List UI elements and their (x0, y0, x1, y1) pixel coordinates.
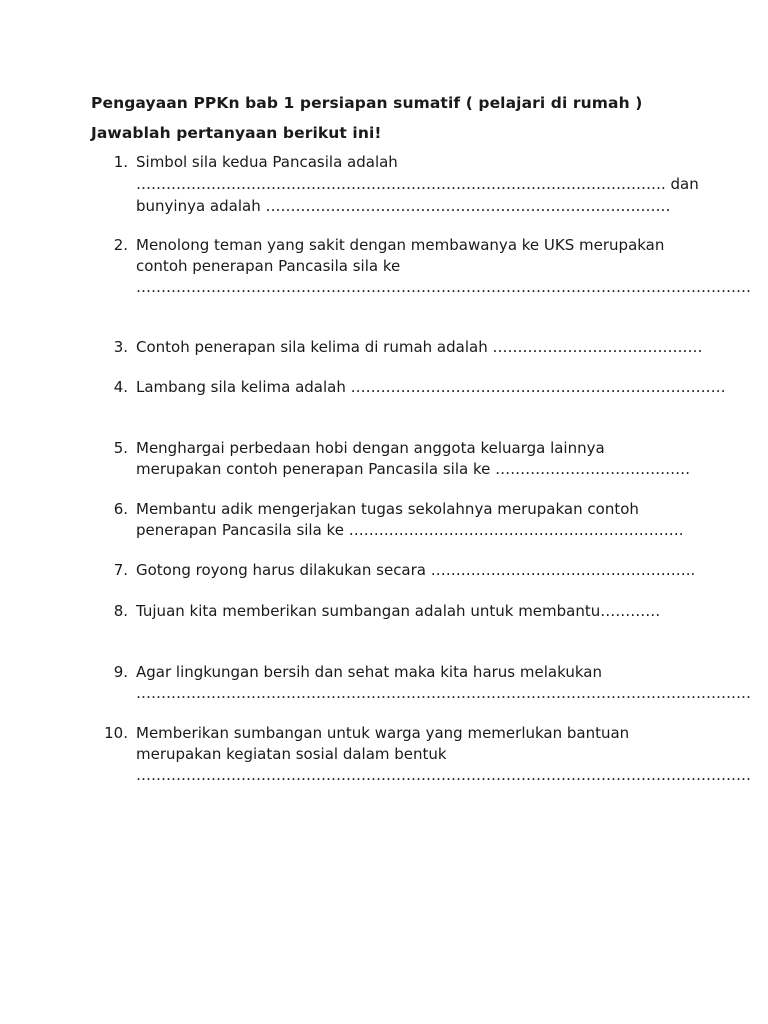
question-text-line: Menolong teman yang sakit dengan membawanya ke UKS merupakan (136, 236, 665, 254)
question-number: 8. (113, 602, 128, 620)
question-text-line: contoh penerapan Pancasila sila ke (136, 257, 401, 275)
question-text-line: penerapan Pancasila sila ke …………………………………………………………. (136, 521, 684, 539)
question-text-line: …………………………………………………………………………………………………………… (136, 278, 751, 296)
question-number: 1. (113, 153, 128, 171)
question-text-line: merupakan kegiatan sosial dalam bentuk (136, 745, 447, 763)
question-number: 9. (113, 663, 128, 681)
worksheet-instruction: Jawablah pertanyaan berikut ini! (91, 124, 382, 142)
worksheet-title: Pengayaan PPKn bab 1 persiapan sumatif ( pelajari di rumah ) (91, 94, 643, 112)
question-text-line: Contoh penerapan sila kelima di rumah adalah …………………………………… (136, 338, 703, 356)
question-number: 6. (113, 500, 128, 518)
question-number: 10. (104, 724, 128, 742)
question-text-line: Menghargai perbedaan hobi dengan anggota keluarga lainnya (136, 439, 605, 457)
question-number: 5. (113, 439, 128, 457)
question-text-line: Gotong royong harus dilakukan secara …………………………………………….. (136, 561, 696, 579)
question-text-line: merupakan contoh penerapan Pancasila sila ke ………………………………… (136, 460, 691, 478)
question-text-line: Lambang sila kelima adalah ………………………………………………………………… (136, 378, 726, 396)
question-number: 3. (113, 338, 128, 356)
question-text-line: ……………………………………………………………………………………………. dan (136, 175, 699, 193)
question-number: 4. (113, 378, 128, 396)
question-number: 2. (113, 236, 128, 254)
question-text-line: Agar lingkungan bersih dan sehat maka kita harus melakukan (136, 663, 602, 681)
question-text-line: Tujuan kita memberikan sumbangan adalah untuk membantu………… (136, 602, 661, 620)
question-text-line: …………………………………………………………………………………………………………… (136, 684, 751, 702)
question-number: 7. (113, 561, 128, 579)
question-text-line: Memberikan sumbangan untuk warga yang memerlukan bantuan (136, 724, 630, 742)
question-text-line: bunyinya adalah ……………………………………………………………………… (136, 197, 671, 215)
question-text-line: Simbol sila kedua Pancasila adalah (136, 153, 398, 171)
question-text-line: …………………………………………………………………………………………………………… (136, 766, 751, 784)
question-text-line: Membantu adik mengerjakan tugas sekolahnya merupakan contoh (136, 500, 639, 518)
